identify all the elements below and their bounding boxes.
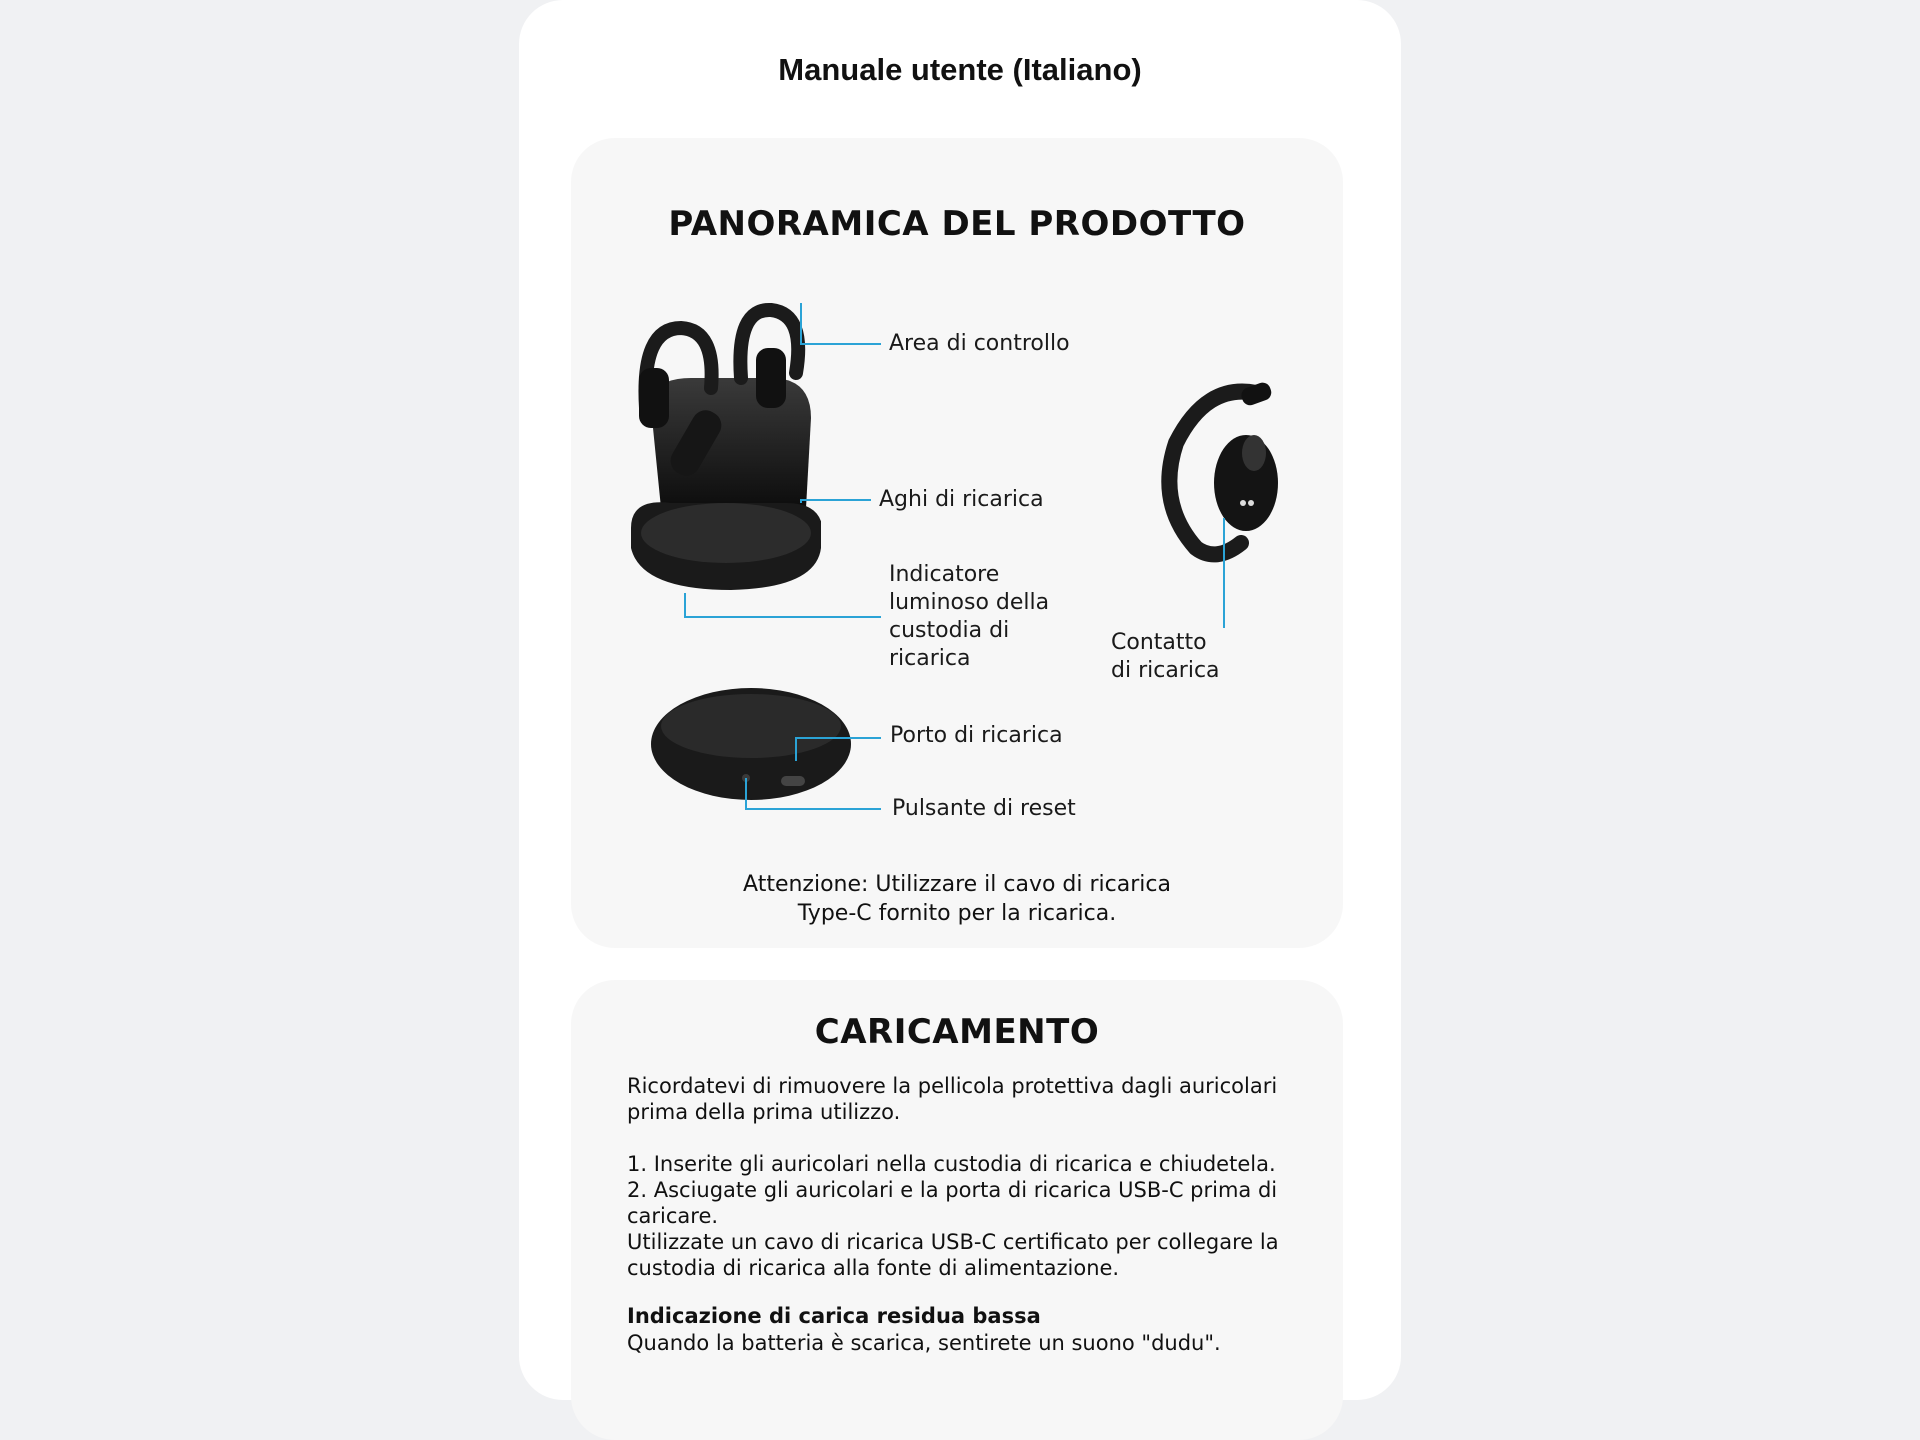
charging-heading: CARICAMENTO [814,1012,1100,1052]
low-battery-text: Quando la batteria è scarica, sentirete un suono "dudu". [627,1331,1221,1355]
callout-charging-port: Porto di ricarica [890,723,1063,748]
callout-control-area: Area di controllo [889,331,1070,356]
charging-intro: Ricordatevi di rimuovere la pellicola protettiva dagli auricolari prima della prima utilizzo. [627,1074,1278,1124]
callout-case-indicator: Indicatore luminoso della custodia di ricarica [889,562,1050,671]
document-title: Manuale utente (Italiano) [778,52,1142,87]
caution-note: Attenzione: Utilizzare il cavo di ricarica Type-C fornito per la ricarica. [743,872,1171,926]
callout-charging-contact: Contatto di ricarica [1111,630,1220,683]
callout-reset-button: Pulsante di reset [892,796,1076,821]
overview-heading: PANORAMICA DEL PRODOTTO [668,204,1246,244]
manual-page [519,0,1401,1400]
low-battery-heading: Indicazione di carica residua bassa [627,1304,1041,1328]
callout-charging-pins: Aghi di ricarica [879,487,1044,512]
leader-lines [571,138,1343,948]
charging-card [571,980,1343,1440]
product-overview-card [571,138,1343,948]
charging-steps: 1. Inserite gli auricolari nella custodia di ricarica e chiudetela. 2. Asciugate gli auricolari e la porta di ricarica USB-C prima di caricare. Utilizzate un cavo di ricarica USB-C certificato per collegare la custodia di ricarica alla fonte di alimentazione. [627,1152,1279,1280]
